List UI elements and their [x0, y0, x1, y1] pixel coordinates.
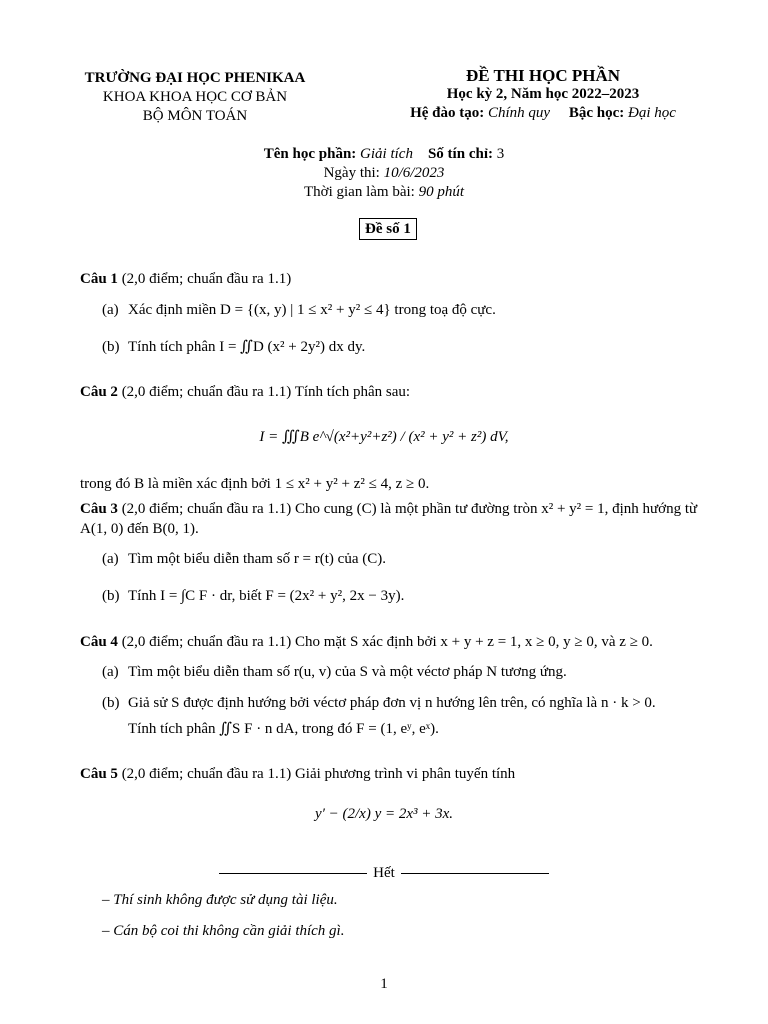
question-1-heading: [80, 270, 700, 290]
question-3-title: Câu 3: [80, 501, 118, 517]
exam-date: 10/6/2023: [383, 165, 445, 181]
exam-date-label: Ngày thi:: [323, 165, 380, 181]
question-4b-label: (b): [102, 695, 120, 711]
question-4-heading: [80, 633, 705, 653]
department-name: BỘ MÔN TOÁN: [142, 108, 248, 124]
question-1b: [102, 338, 702, 358]
question-3-heading: [80, 500, 705, 539]
question-2-domain: trong đó B là miền xác định bởi 1 ≤ x² + y² + z² ≤ 4, z ≥ 0.: [80, 476, 430, 492]
end-marker: [0, 864, 768, 884]
question-2-formula: I = ∭B e^√(x²+y²+z²) / (x² + y² + z²) dV,: [259, 429, 509, 445]
question-5-title: Câu 5: [80, 766, 118, 782]
question-3-meta: (2,0 điểm; chuẩn đầu ra 1.1) Cho cung (C) là một phần tư đường tròn x² + y² = 1, định hướng từ A(1, 0) đến B(0, 1).: [80, 501, 698, 537]
question-2-heading: [80, 383, 700, 403]
exam-duration: 90 phút: [418, 184, 464, 200]
question-5-formula: y′ − (2/x) y = 2x³ + 3x.: [314, 806, 454, 822]
exam-header: [378, 66, 708, 123]
question-5-meta: (2,0 điểm; chuẩn đầu ra 1.1) Giải phương trình vi phân tuyến tính: [121, 766, 516, 782]
question-3b: [102, 587, 702, 607]
training-info: [378, 104, 708, 123]
question-5-heading: [80, 765, 700, 785]
institution-header: [62, 69, 328, 126]
question-3a-label: (a): [102, 551, 119, 567]
level-value: Đại học: [628, 105, 676, 121]
question-4b: [102, 694, 702, 714]
training-label: Hệ đào tạo:: [410, 105, 485, 121]
question-2-meta: (2,0 điểm; chuẩn đầu ra 1.1) Tính tích phân sau:: [121, 384, 411, 400]
exam-code-box: Đề số 1: [359, 218, 417, 240]
question-3b-text: Tính I = ∫C F · dr, biết F = (2x² + y², 2x − 3y).: [128, 588, 405, 604]
end-label: Hết: [373, 865, 395, 881]
credits-value: 3: [496, 146, 505, 162]
training-value: Chính quy: [487, 105, 551, 121]
question-4a-label: (a): [102, 664, 119, 680]
question-2-title: Câu 2: [80, 384, 118, 400]
question-1a-text: Xác định miền D = {(x, y) | 1 ≤ x² + y² ≤ 4} trong toạ độ cực.: [128, 302, 496, 318]
semester: Học kỳ 2, Năm học 2022–2023: [446, 86, 640, 102]
question-4a: [102, 663, 702, 683]
question-4-title: Câu 4: [80, 634, 118, 650]
university-name: TRƯỜNG ĐẠI HỌC PHENIKAA: [84, 70, 306, 86]
question-3a-text: Tìm một biểu diễn tham số r = r(t) của (C).: [128, 551, 386, 567]
end-rule-left: [219, 873, 367, 874]
question-4a-text: Tìm một biểu diễn tham số r(u, v) của S và một véctơ pháp N tương ứng.: [128, 664, 567, 680]
question-1a-label: (a): [102, 302, 119, 318]
question-1-title: Câu 1: [80, 271, 118, 287]
course-name-label: Tên học phần:: [263, 146, 357, 162]
note-no-materials: – Thí sinh không được sử dụng tài liệu.: [102, 892, 338, 908]
question-1a: [102, 301, 702, 321]
exam-duration-label: Thời gian làm bài:: [304, 184, 415, 200]
credits-label: Số tín chỉ:: [427, 146, 493, 162]
end-rule-right: [401, 873, 549, 874]
page-number: 1: [380, 976, 388, 992]
course-name: Giải tích: [360, 146, 413, 162]
question-1b-text: Tính tích phân I = ∬D (x² + 2y²) dx dy.: [128, 339, 366, 355]
question-1-meta: (2,0 điểm; chuẩn đầu ra 1.1): [121, 271, 292, 287]
question-3a: [102, 550, 702, 570]
exam-title: ĐỀ THI HỌC PHẦN: [465, 66, 621, 85]
question-4b-text: Giả sử S được định hướng bởi véctơ pháp đơn vị n hướng lên trên, có nghĩa là n · k > 0.: [128, 695, 656, 711]
question-4b-continued: Tính tích phân ∬S F · n dA, trong đó F = (1, eʸ, eˣ).: [128, 721, 439, 737]
note-no-explanation: – Cán bộ coi thi không cần giải thích gì.: [102, 923, 345, 939]
course-info: [0, 145, 768, 202]
level-label: Bậc học:: [568, 105, 625, 121]
question-3b-label: (b): [102, 588, 120, 604]
faculty-name: KHOA KHOA HỌC CƠ BẢN: [102, 89, 288, 105]
question-1b-label: (b): [102, 339, 120, 355]
question-4-meta: (2,0 điểm; chuẩn đầu ra 1.1) Cho mặt S xác định bởi x + y + z = 1, x ≥ 0, y ≥ 0, và z ≥ 0.: [121, 634, 653, 650]
